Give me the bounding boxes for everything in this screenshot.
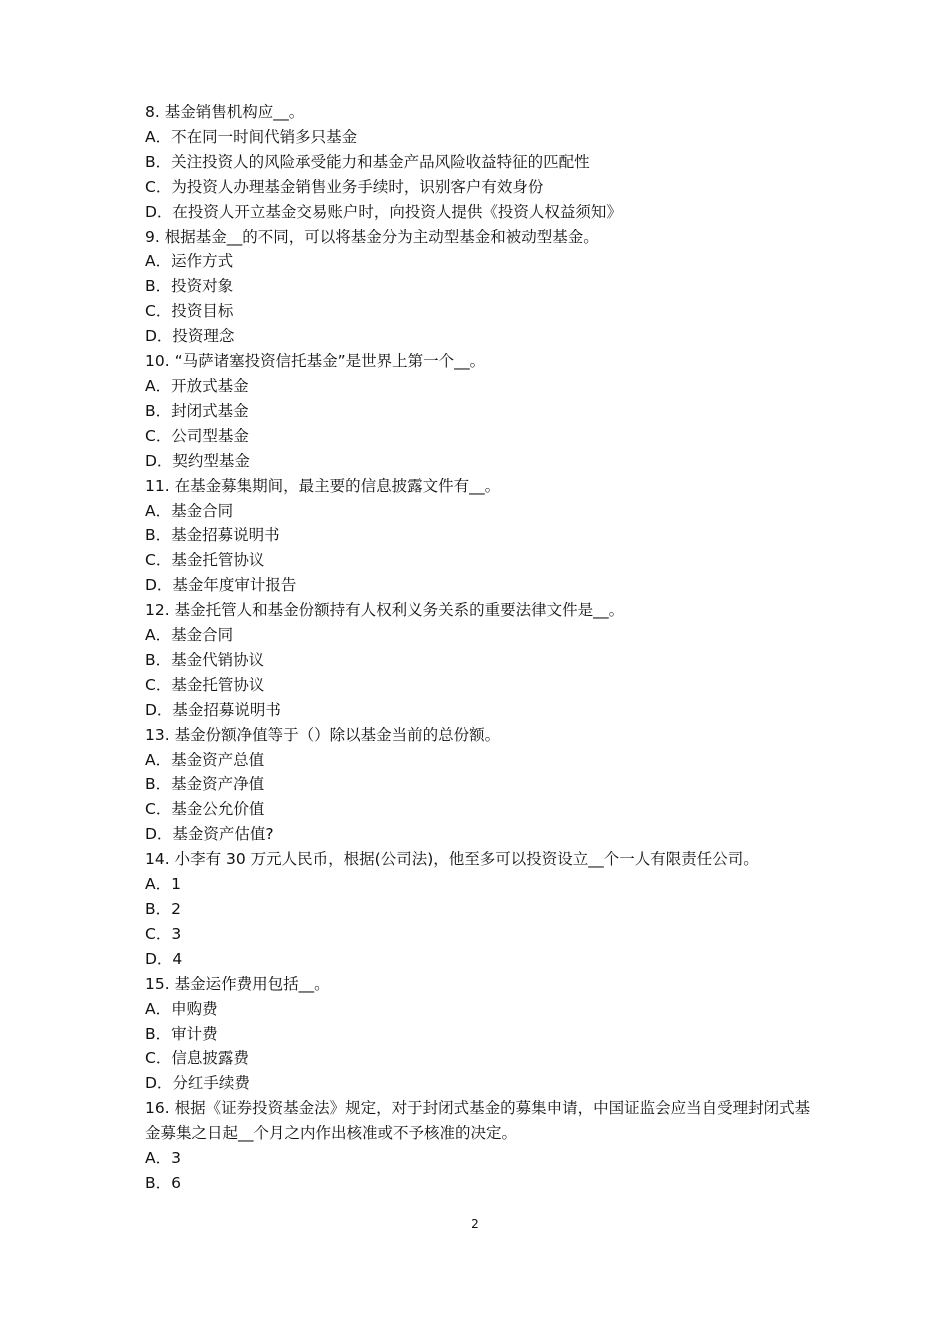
option-c: C．公司型基金 xyxy=(145,426,249,445)
option-b: B．基金招募说明书 xyxy=(145,526,280,545)
option-a: A．基金合同 xyxy=(145,626,234,645)
option-d: D．4 xyxy=(145,949,183,968)
question-text: 8. 基金销售机构应__。 xyxy=(145,103,305,121)
question-block xyxy=(145,100,825,225)
question-block xyxy=(145,1096,825,1196)
question-text: 9. 根据基金__的不同，可以将基金分为主动型基金和被动型基金。 xyxy=(145,227,599,246)
question-text: 11. 在基金募集期间，最主要的信息披露文件有__。 xyxy=(145,476,501,495)
option-b: B．基金资产净值 xyxy=(145,775,265,794)
question-text: 16. 根据《证券投资基金法》规定，对于封闭式基金的募集申请，中国证监会应当自受理封闭式基金募集之日起__个月之内作出核准或不予核准的决定。 xyxy=(145,1099,811,1143)
question-block xyxy=(145,847,825,972)
question-block xyxy=(145,225,825,350)
question-text: 15. 基金运作费用包括__。 xyxy=(145,974,330,993)
option-b: B．投资对象 xyxy=(145,277,234,296)
option-b: B．6 xyxy=(145,1173,181,1192)
option-b: B．关注投资人的风险承受能力和基金产品风险收益特征的匹配性 xyxy=(145,152,590,171)
question-block xyxy=(145,474,825,599)
page-number: 2 xyxy=(471,1217,479,1231)
question-block xyxy=(145,723,825,848)
option-b: B．审计费 xyxy=(145,1024,218,1043)
question-text: 12. 基金托管人和基金份额持有人权利义务关系的重要法律文件是__。 xyxy=(145,601,625,620)
option-c: C．基金托管协议 xyxy=(145,551,265,570)
option-d: D．契约型基金 xyxy=(145,451,250,470)
option-c: C．基金托管协议 xyxy=(145,675,265,694)
option-c: C．信息披露费 xyxy=(145,1049,249,1068)
option-a: A．申购费 xyxy=(145,999,218,1018)
option-d: D．基金招募说明书 xyxy=(145,700,281,719)
option-d: D．在投资人开立基金交易账户时，向投资人提供《投资人权益须知》 xyxy=(145,202,622,221)
option-d: D．基金资产估值? xyxy=(145,825,274,844)
option-b: B．2 xyxy=(145,900,181,918)
question-text: 14. 小李有 30 万元人民币，根据(公司法)，他至多可以投资设立__个一人有限责任公司。 xyxy=(145,850,759,869)
option-d: D．投资理念 xyxy=(145,327,235,346)
option-a: A．不在同一时间代销多只基金 xyxy=(145,127,358,146)
question-block xyxy=(145,972,825,1097)
question-text: 13. 基金份额净值等于（）除以基金当前的总份额。 xyxy=(145,725,501,744)
option-c: C．为投资人办理基金销售业务手续时，识别客户有效身份 xyxy=(145,177,544,196)
option-a: A．开放式基金 xyxy=(145,376,249,395)
option-a: A．运作方式 xyxy=(145,252,234,271)
option-c: C．投资目标 xyxy=(145,302,234,321)
question-block xyxy=(145,598,825,723)
question-text: 10. “马萨诸塞投资信托基金”是世界上第一个__。 xyxy=(145,352,486,371)
option-b: B．封闭式基金 xyxy=(145,401,249,420)
option-d: D．分红手续费 xyxy=(145,1074,250,1093)
option-b: B．基金代销协议 xyxy=(145,650,265,669)
question-block xyxy=(145,349,825,474)
option-a: A．基金合同 xyxy=(145,501,234,520)
option-a: A．1 xyxy=(145,875,181,894)
option-a: A．基金资产总值 xyxy=(145,750,265,769)
document-body xyxy=(145,100,825,1196)
option-c: C．基金公允价值 xyxy=(145,800,265,819)
option-d: D．基金年度审计报告 xyxy=(145,576,297,595)
option-a: A．3 xyxy=(145,1149,181,1168)
option-c: C．3 xyxy=(145,924,182,943)
